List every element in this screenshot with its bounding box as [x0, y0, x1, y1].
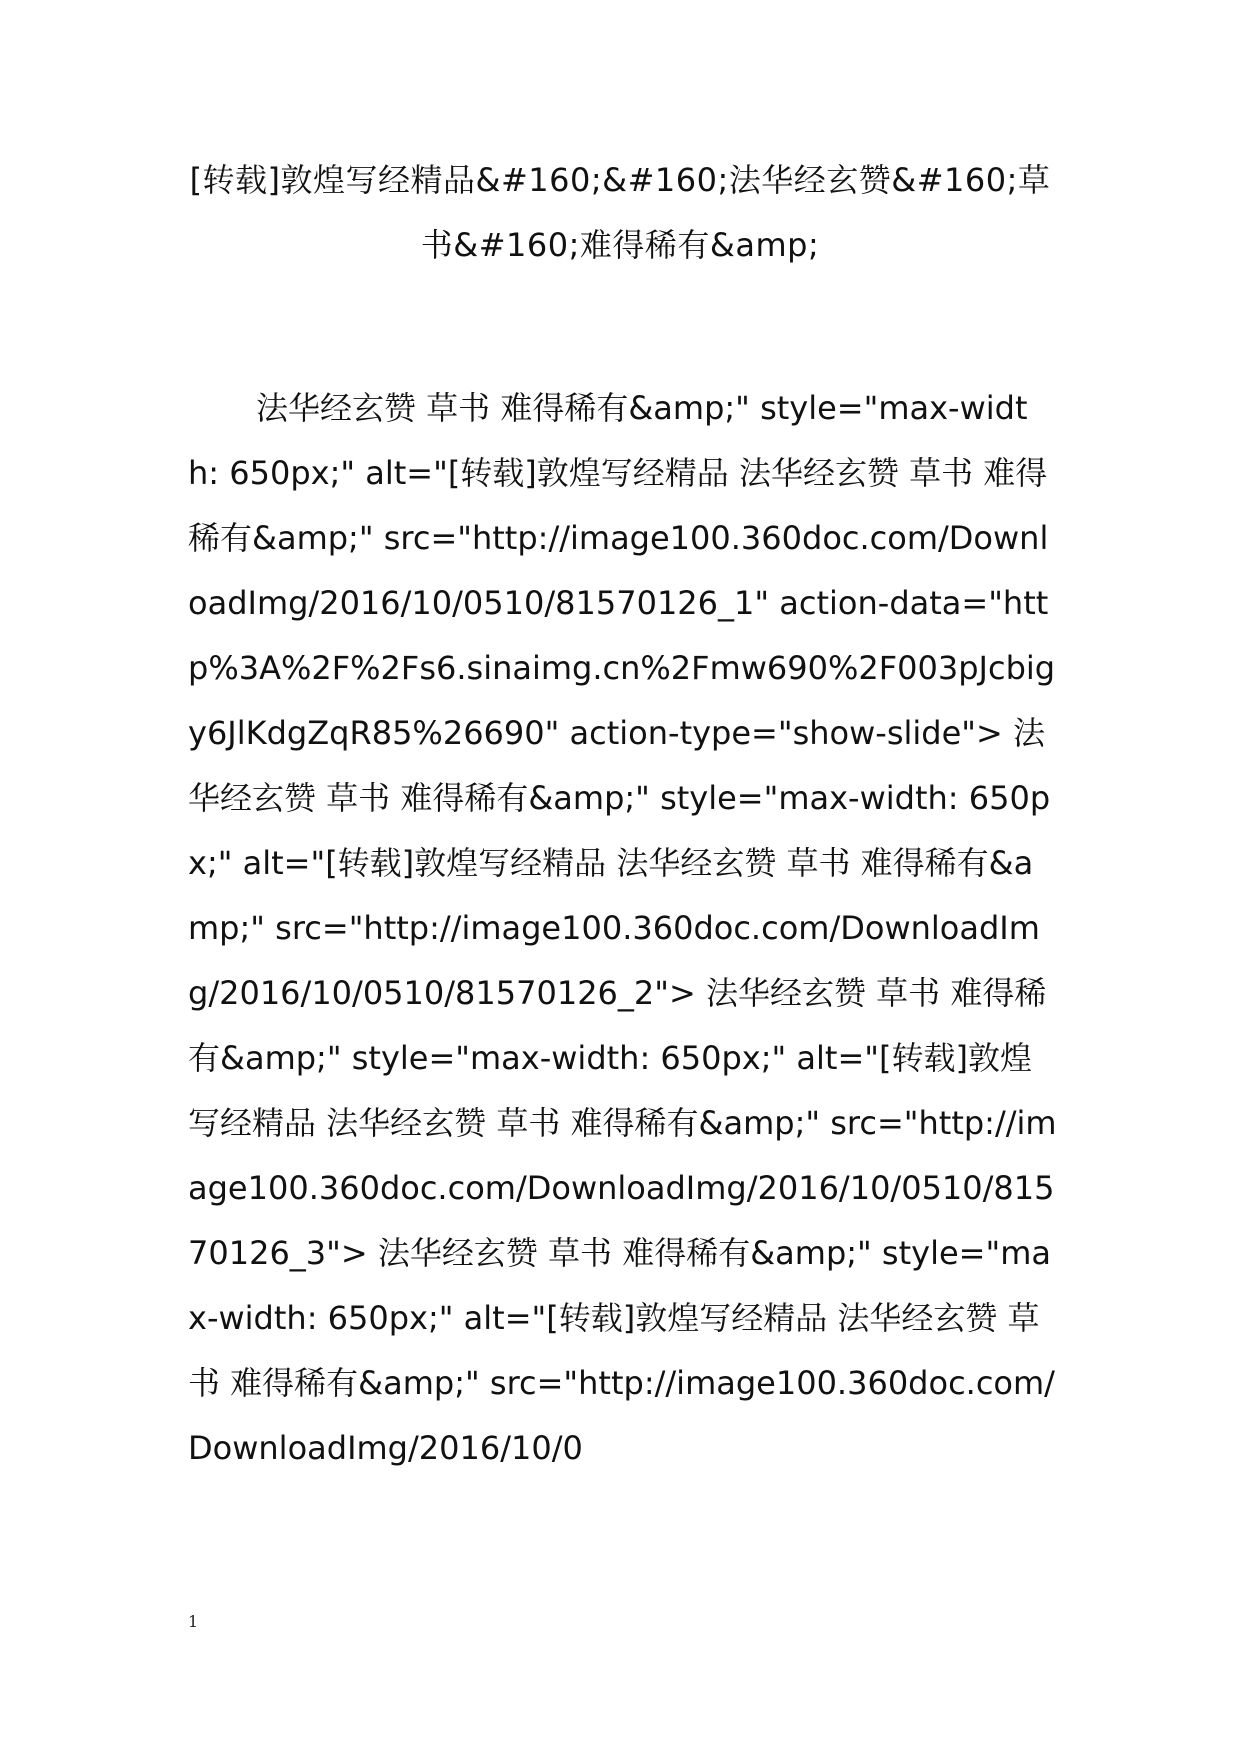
document-title: [转载]敦煌写经精品&#160;&#160;法华经玄赞&#160;草书&#160;难得稀有&amp; [189, 161, 1051, 264]
document-body-text: 法华经玄赞 草书 难得稀有&amp;" style="max-width: 650px;" alt="[转载]敦煌写经精品 法华经玄赞 草书 难得稀有&amp;" src="http://image100.360doc.com/DownloadImg/2016/10/0510/81570126_1" action-data="http%3A%2F%2Fs6.sinaimg.cn%2Fmw690%2F003pJcbigy6JlKdgZqR85%26690" action-type="show-slide"> 法华经玄赞 草书 难得稀有&amp;" style="max-width: 650px;" alt="[转载]敦煌写经精品 法华经玄赞 草书 难得稀有&amp;" src="http://image100.360doc.com/DownloadImg/2016/10/0510/81570126_2"> 法华经玄赞 草书 难得稀有&amp;" style="max-width: 650px;" alt="[转载]敦煌写经精品 法华经玄赞 草书 难得稀有&amp;" src="http://image100.360doc.com/DownloadImg/2016/10/0510/81570126_3"> 法华经玄赞 草书 难得稀有&amp;" style="max-width: 650px;" alt="[转载]敦煌写经精品 法华经玄赞 草书 难得稀有&amp;" src="http://image100.360doc.com/DownloadImg/2016/10/0 [188, 389, 1057, 1467]
page-number: 1 [188, 1612, 199, 1631]
